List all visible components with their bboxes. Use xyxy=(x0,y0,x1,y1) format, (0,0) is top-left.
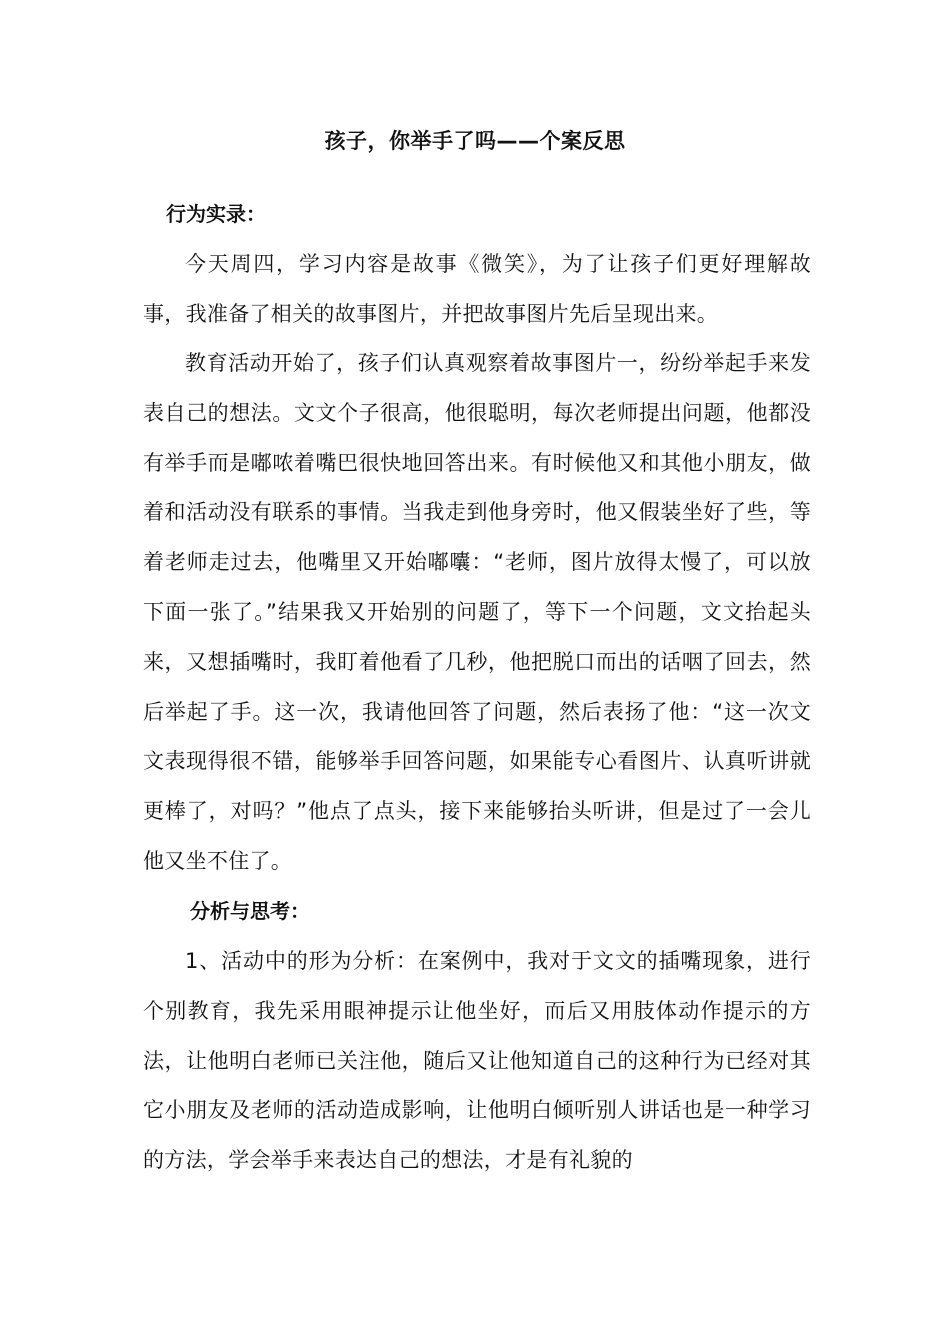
section-heading-behavior-record: 行为实录： xyxy=(166,202,266,226)
paragraph-intro: 今天周四，学习内容是故事《微笑》，为了让孩子们更好理解故事，我准备了相关的故事图片，并把故事图片先后呈现出来。 xyxy=(143,252,811,326)
paragraph-activity-record: 教育活动开始了，孩子们认真观察着故事图片一，纷纷举起手来发表自己的想法。文文个子很高，他很聪明，每次老师提出问题，他都没有举手而是嘟哝着嘴巴很快地回答出来。有时候他又和其他小朋友，做着和活动没有联系的事情。当我走到他身旁时，他又假装坐好了些，等着老师走过去，他嘴里又开始嘟囔：“老师，图片放得太慢了，可以放下面一张了。”结果我又开始别的问题了，等下一个问题，文文抬起头来，又想插嘴时，我盯着他看了几秒，他把脱口而出的话咽了回去，然后举起了手。这一次，我请他回答了问题，然后表扬了他：“这一次文文表现得很不错，能够举手回答问题，如果能专心看图片、认真听讲就更棒了，对吗？”他点了点头，接下来能够抬头听讲，但是过了一会儿他又坐不住了。 xyxy=(143,351,811,873)
section-heading-analysis: 分析与思考： xyxy=(190,899,310,923)
paragraph-analysis: 1、活动中的形为分析：在案例中，我对于文文的插嘴现象，进行个别教育，我先采用眼神提示让他坐好，而后又用肢体动作提示的方法，让他明白老师已关注他，随后又让他知道自己的这种行为已经对其它小朋友及老师的活动造成影响，让他明白倾听别人讲话也是一种学习的方法，学会举手来表达自己的想法，才是有礼貌的 xyxy=(143,949,811,1173)
document-title: 孩子，你举手了吗——个案反思 xyxy=(324,129,626,153)
